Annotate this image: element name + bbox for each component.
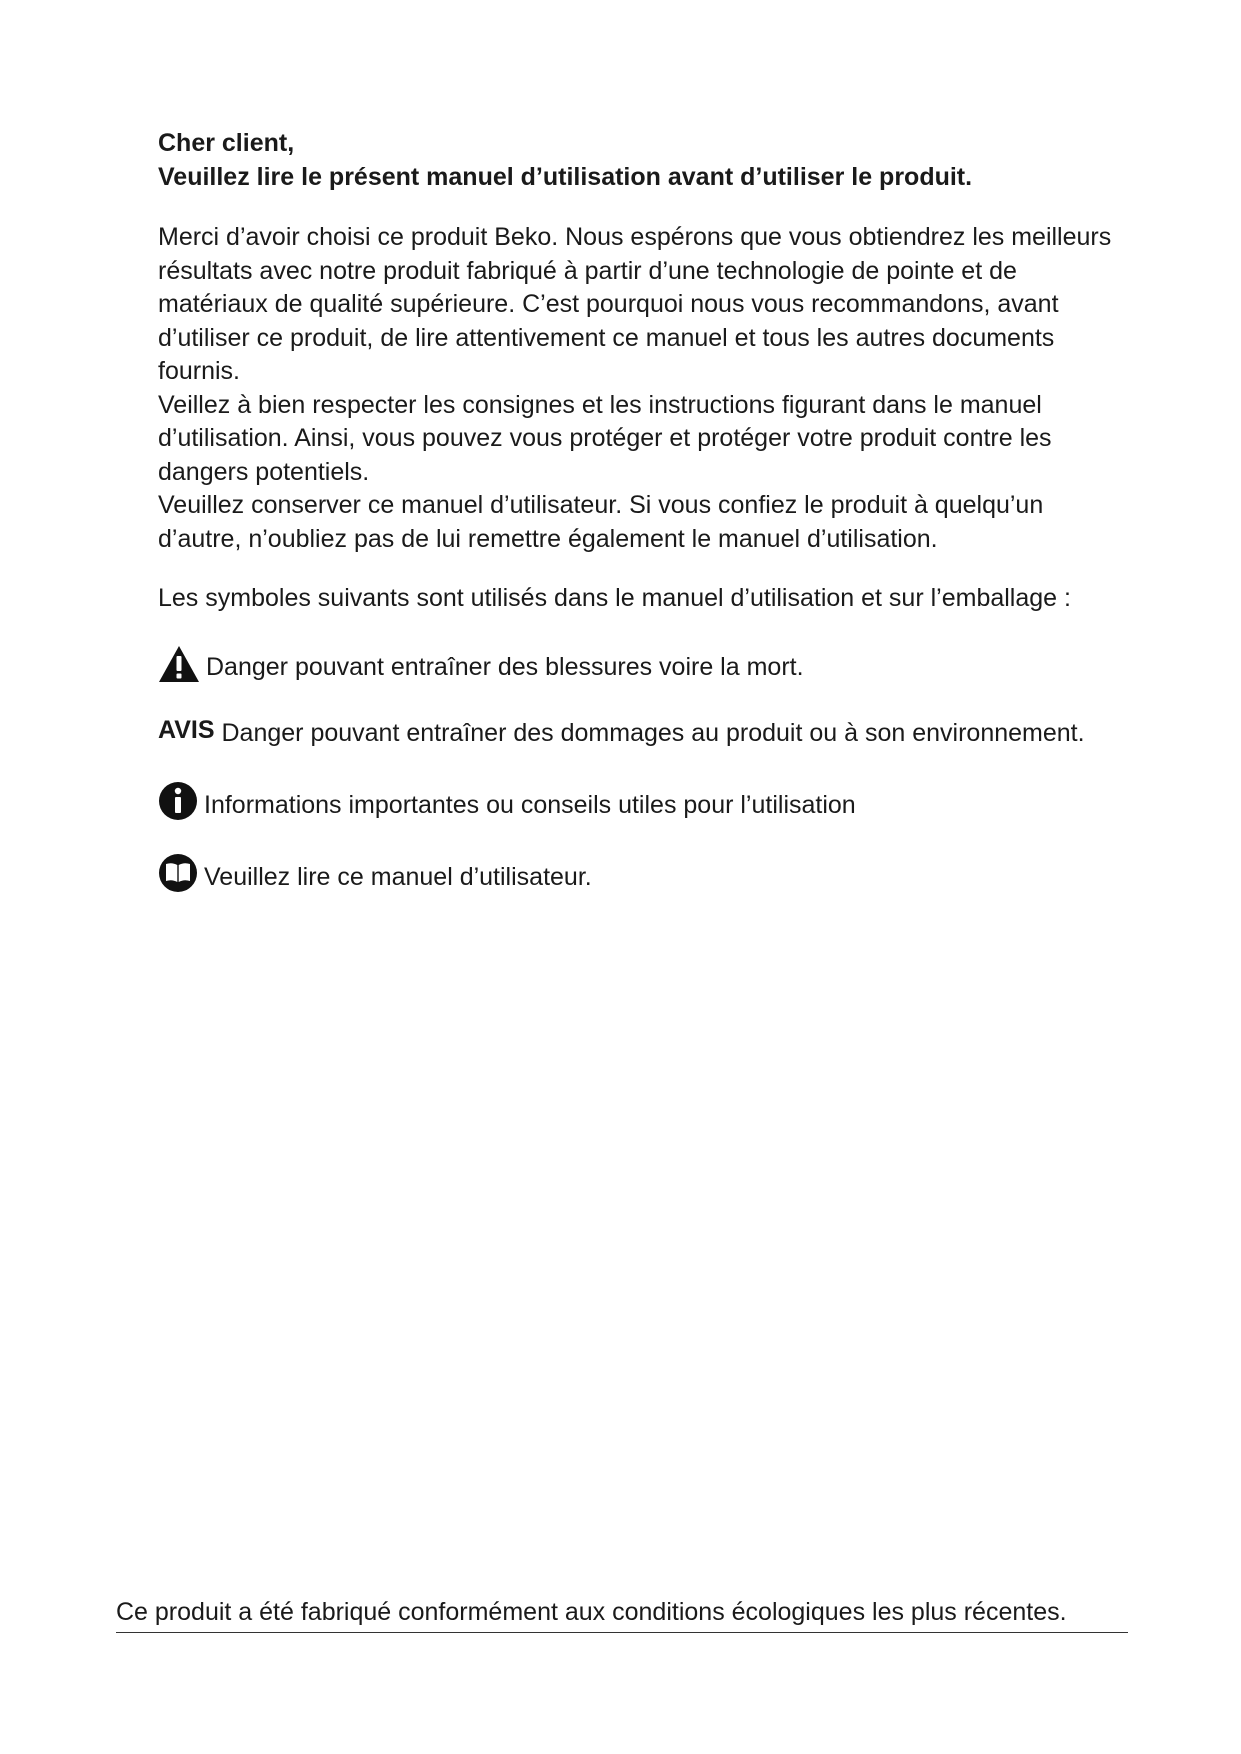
symbol-avis-row [158, 717, 1128, 749]
read-manual-book-icon [158, 853, 198, 893]
symbol-danger-label: Danger pouvant entraîner des blessures voire la mort. [206, 653, 804, 681]
instruction-heading: Veuillez lire le présent manuel d’utilisation avant d’utiliser le produit. [158, 163, 973, 191]
warning-triangle-icon [158, 645, 200, 683]
symbol-danger-row [158, 645, 1128, 683]
footer-text: Ce produit a été fabriqué conformément aux conditions écologiques les plus récentes. [116, 1598, 1067, 1626]
intro-block [158, 221, 1128, 556]
symbols-intro: Les symboles suivants sont utilisés dans le manuel d’utilisation et sur l’emballage : [158, 584, 1071, 612]
symbol-info-label: Informations importantes ou conseils utiles pour l’utilisation [204, 791, 856, 819]
manual-content [158, 126, 1128, 893]
symbol-read-label: Veuillez lire ce manuel d’utilisateur. [204, 863, 592, 891]
footer [116, 1596, 1128, 1633]
info-icon [158, 781, 198, 821]
intro-paragraph-2: Veillez à bien respecter les consignes et les instructions figurant dans le manuel d’utilisation. Ainsi, vous pouvez vous protéger et protéger votre produit contre les dangers potentiels. [158, 390, 1052, 486]
intro-paragraph-3: Veuillez conserver ce manuel d’utilisateur. Si vous confiez le produit à quelqu’un d’autre, n’oubliez pas de lui remettre également le manuel d’utilisation. [158, 491, 1044, 553]
symbol-info-row [158, 781, 1128, 821]
intro-paragraph-1: Merci d’avoir choisi ce produit Beko. Nous espérons que vous obtiendrez les meilleurs résultats avec notre produit fabriqué à partir d’une technologie de pointe et de matériaux de qualité supérieure. C’est pourquoi nous vous recommandons, avant d’utiliser ce produit, de lire attentivement ce manuel et tous les autres documents fournis. [158, 223, 1112, 385]
symbol-avis-label: Danger pouvant entraîner des dommages au produit ou à son environnement. [221, 719, 1085, 747]
symbol-read-row [158, 853, 1128, 893]
avis-prefix: AVIS [158, 716, 215, 744]
salutation: Cher client, [158, 129, 295, 157]
